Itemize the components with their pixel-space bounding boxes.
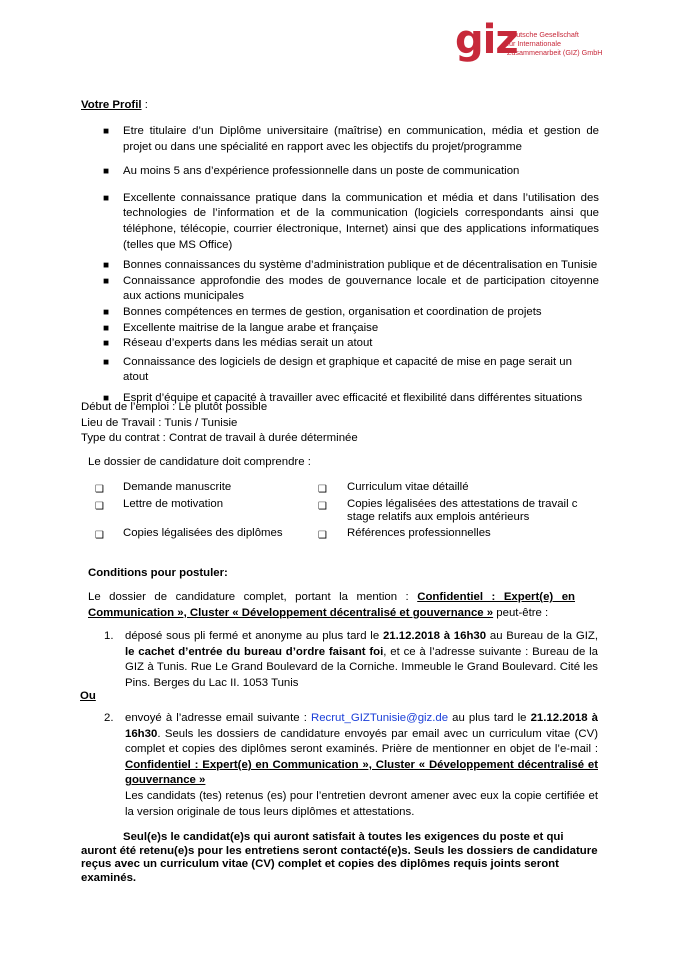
giz-logo-letters: giz bbox=[455, 17, 518, 63]
giz-logo-org-name: Deutsche Gesellschaft für Internationale Zusammenarbeit (GIZ) GmbH bbox=[507, 30, 603, 57]
checkbox-icon: ❑ bbox=[95, 530, 104, 541]
contract-line: Type du contrat : Contrat de travail à durée déterminée bbox=[81, 432, 358, 445]
conditions-heading: Conditions pour postuler: bbox=[88, 567, 228, 579]
start-date-line: Début de l’emploi : Le plutôt possible bbox=[81, 401, 268, 413]
or-separator: Ou bbox=[80, 690, 96, 702]
list-item: ■ Excellente connaissance pratique dans la communication et média et dans l’utilisation des technologies de l’information et de la communication (logiciels correspondants ainsi que téléphone, télécopie, courrier électronique, Internet) ainsi que des applications informatiques (telles que MS Office) bbox=[103, 191, 599, 251]
checklist-item: Copies légalisées des diplômes bbox=[123, 527, 283, 539]
list-item: ■ Etre titulaire d’un Diplôme universitaire (maîtrise) en communication, média et gestion de projet ou dans une spécialité en rapport avec les objectifs du projet/programme bbox=[103, 125, 599, 153]
footer-note: Seul(e)s le candidat(e)s qui auront satisfait à toutes les exigences du poste et qui auront été retenu(e)s pour les entretiens seront contacté(e)s. Seuls les dossiers de candidature reçus avec un curriculum vitae (CV) complet et copies des diplômes requis joints seront examinés. bbox=[81, 831, 598, 884]
job-details bbox=[81, 400, 358, 447]
checkbox-icon: ❑ bbox=[95, 484, 104, 495]
list-item: ■ Esprit d’équipe et capacité à travailler avec efficacité et flexibilité dans différentes situations bbox=[103, 391, 583, 404]
list-item: ■ Au moins 5 ans d’expérience professionnelle dans un poste de communication bbox=[103, 165, 520, 178]
checkbox-icon: ❑ bbox=[95, 501, 104, 512]
profile-heading: Votre Profil : bbox=[81, 99, 148, 111]
interview-note: Les candidats (tes) retenus (es) pour l’entretien devront amener avec eux la copie certifiée et la version originale de tous leurs diplômes et attestations. bbox=[125, 789, 598, 818]
checklist-item: Copies légalisées des attestations de travail c bbox=[347, 498, 578, 510]
list-item: ■ Bonnes compétences en termes de gestion, organisation et coordination de projets bbox=[103, 305, 542, 318]
location-line: Lieu de Travail : Tunis / Tunisie bbox=[81, 416, 238, 429]
profile-requirements-list bbox=[81, 124, 599, 407]
email-link[interactable]: Recrut_GIZTunisie@giz.de bbox=[310, 712, 449, 724]
dossier-intro: Le dossier de candidature doit comprendre : bbox=[88, 456, 311, 468]
list-item: ■ Réseau d’experts dans les médias serait un atout bbox=[103, 337, 373, 350]
list-item: ■ Connaissance des logiciels de design et graphique et capacité de mise en page serait un atout bbox=[103, 355, 572, 384]
list-item: ■ Bonnes connaissances du système d’administration publique et de décentralisation en Tunisie bbox=[103, 259, 598, 272]
checkbox-icon: ❑ bbox=[318, 484, 327, 495]
checklist-item: Références professionnelles bbox=[347, 527, 491, 539]
checklist-item-continued: stage relatifs aux emplois antérieurs bbox=[347, 511, 530, 523]
checkbox-icon: ❑ bbox=[318, 501, 327, 512]
checklist-item: Demande manuscrite bbox=[123, 481, 232, 493]
conditions-intro: Le dossier de candidature complet, portant la mention : Confidentiel : Expert(e) en Communication », Cluster « Développement décentralisé et gouvernance » peut-être : bbox=[88, 591, 576, 619]
giz-logo bbox=[455, 17, 675, 68]
submission-option-email: envoyé à l’adresse email suivante : Recrut_GIZTunisie@giz.de au plus tard le 21.12.2018 à 16h30. Seuls les dossiers de candidature envoyés par email avec un curriculum vitae (CV) complet et copies des diplômes seront examinés. Prière de mentionner en objet de l’e-mail : Confidentiel : Expert(e) en Communication », Cluster « Développement décentralisé et gouvernance » Les candidats (tes) retenus (es) pour l’entretien devront amener avec eux la copie certifiée et la version originale de tous leurs diplômes et attestations. bbox=[125, 711, 598, 820]
checklist-item: Curriculum vitae détaillé bbox=[347, 481, 469, 493]
checkbox-icon: ❑ bbox=[318, 530, 327, 541]
submission-option-mail: déposé sous pli fermé et anonyme au plus tard le 21.12.2018 à 16h30 au Bureau de la GIZ, le cachet d’entrée du bureau d’ordre faisant foi, et ce à l’adresse suivante : Bureau de la GIZ à Tunis. Rue Le Grand Boulevard de la Corniche. Immeuble le Grand Boulevard. Cité les Pins. Berges du Lac II. 1053 Tunis bbox=[125, 630, 598, 689]
checklist-item: Lettre de motivation bbox=[123, 498, 224, 510]
list-item: ■ Connaissance approfondie des modes de gouvernance locale et de participation citoyenne aux actions municipales bbox=[103, 274, 599, 303]
item-number: 1. bbox=[104, 630, 114, 642]
item-number: 2. bbox=[104, 712, 114, 724]
list-item: ■ Excellente maitrise de la langue arabe et française bbox=[103, 321, 379, 334]
